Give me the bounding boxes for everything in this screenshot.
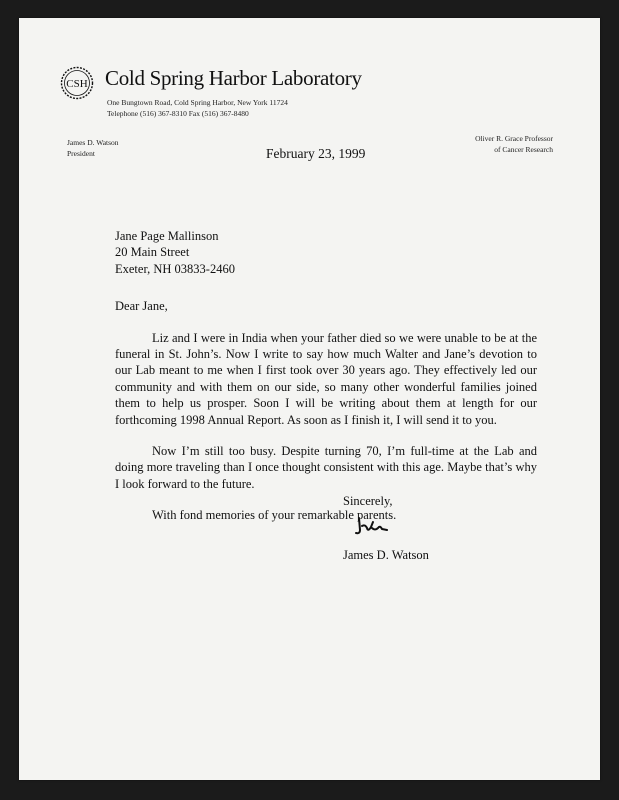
paragraph-2: Now I’m still too busy. Despite turning 70, I’m full-time at the Lab and doing more traveling than I once thought consistent with this age. Maybe that’s why I look forward to the future. <box>115 444 537 491</box>
letter-date: February 23, 1999 <box>266 146 366 161</box>
paragraph-1: Liz and I were in India when your father died so we were unable to be at the funeral in St. John’s. Now I write to say how much Walter and Jane’s devotion to our Lab meant to me when I first took over 30 years ago. They effectively led our community and with them on our side, so many other wonderful families joined them to help us prosper. Soon I will be writing about them at length for our forthcoming 1998 Annual Report. As soon as I finish it, I will send it to you. <box>115 330 537 427</box>
chair-line-2: of Cancer Research <box>494 145 553 154</box>
organization-name: Cold Spring Harbor Laboratory <box>105 66 362 90</box>
sender-block <box>67 137 119 159</box>
recipient-city: Exeter, NH 03833-2460 <box>115 261 235 276</box>
handwritten-signature-icon <box>351 512 395 540</box>
chair-line-1: Oliver R. Grace Professor <box>475 134 553 143</box>
csh-logo-icon <box>60 66 94 100</box>
letterhead-address <box>107 97 288 119</box>
sender-role: President <box>67 149 95 158</box>
logo-text: CSH <box>66 78 88 90</box>
letter-body <box>115 228 537 524</box>
recipient-address <box>115 228 537 277</box>
recipient-street: 20 Main Street <box>115 245 190 260</box>
letter-page <box>19 18 600 780</box>
salutation: Dear Jane, <box>115 299 168 314</box>
address-line: One Bungtown Road, Cold Spring Harbor, New York 11724 <box>107 98 288 107</box>
signoff: Sincerely, <box>343 494 393 508</box>
sender-title-block <box>475 133 553 155</box>
phone-line: Telephone (516) 367-8310 Fax (516) 367-8480 <box>107 109 249 118</box>
sender-name: James D. Watson <box>67 138 119 147</box>
signature-name: James D. Watson <box>343 548 429 562</box>
closing-line: With fond memories of your remarkable parents. <box>152 508 397 523</box>
recipient-name: Jane Page Mallinson <box>115 229 219 243</box>
